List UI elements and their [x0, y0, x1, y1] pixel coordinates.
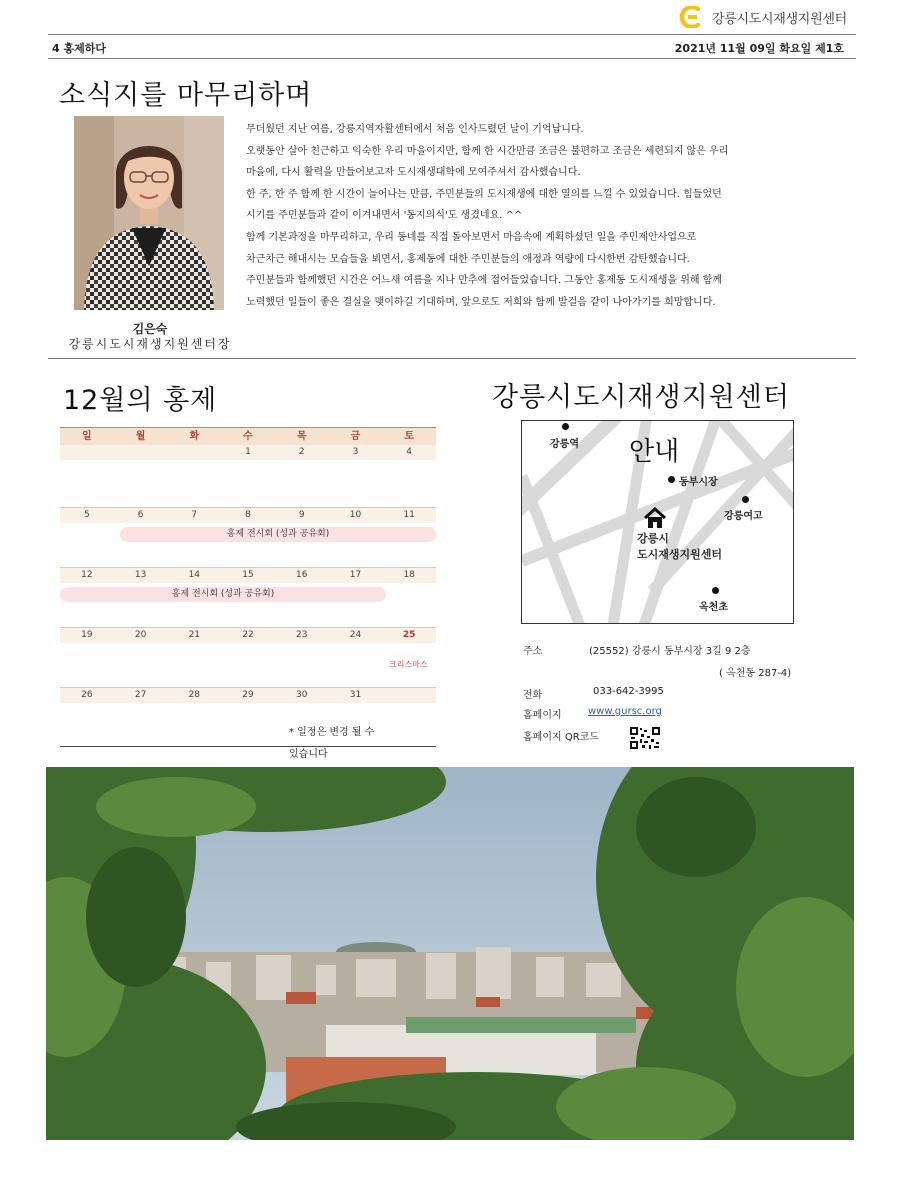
day-cell: 2 — [298, 447, 305, 457]
day-cell: 30 — [296, 690, 308, 700]
day-cell: 24 — [349, 630, 362, 640]
school-marker-icon — [742, 496, 749, 503]
map-label-center-2: 도시재생지원센터 — [637, 548, 723, 561]
map-label-market: 동부시장 — [679, 477, 718, 488]
weekday-label: 월 — [135, 431, 146, 442]
day-cell: 26 — [81, 690, 93, 700]
calendar-week — [60, 687, 436, 707]
closing-paragraph: 주민분들과 함께했던 시간은 어느새 여름을 지나 만추에 접어들었습니다. 그동안 홍제동 도시재생을 위해 함께 — [246, 275, 723, 287]
homepage-label: 홈페이지 — [523, 710, 562, 721]
closing-message — [246, 119, 846, 313]
center-contact-info — [523, 642, 823, 752]
day-cell: 19 — [81, 630, 93, 640]
day-cell: 5 — [83, 510, 90, 520]
day-cell: 10 — [349, 510, 362, 520]
neighborhood-photo — [46, 767, 854, 1140]
day-cell: 8 — [245, 510, 251, 520]
weekday-label: 화 — [189, 431, 200, 442]
day-cell: 7 — [191, 510, 198, 520]
closing-paragraph: 마을에, 다시 활력을 만들어보고자 도시재생대학에 모여주셔서 감사했습니다. — [246, 167, 581, 179]
december-calendar — [60, 427, 436, 707]
day-cell: 1 — [245, 447, 251, 457]
closing-paragraph: 함께 기본과정을 마무리하고, 우리 동네를 직접 돌아보면서 마음속에 계획하셨던 일을 주민제안사업으로 — [246, 231, 697, 243]
event-exhibition[interactable]: 홍제 전시회 (성과 공유회) — [120, 527, 436, 542]
map-label-center-1: 강릉시 — [637, 532, 669, 545]
map-heading: 안내 — [629, 437, 680, 467]
day-cell — [60, 445, 114, 460]
station-marker-icon — [562, 423, 569, 430]
address-label: 주소 — [523, 646, 543, 657]
calendar-note — [289, 722, 409, 766]
event-exhibition[interactable]: 홍제 전시회 (성과 공유회) — [60, 587, 386, 602]
closing-paragraph: 차근차근 해내시는 모습들을 뵈면서, 홍제동에 대한 주민분들의 애정과 역량에 다시한번 감탄했습니다. — [246, 253, 690, 265]
org-name: 강릉시도시재생지원센터 — [712, 11, 847, 27]
section-divider — [48, 358, 856, 359]
day-cell: 16 — [296, 570, 308, 580]
day-cell: 14 — [188, 570, 201, 580]
calendar-note-line: * 일정은 변경 될 수 — [289, 727, 375, 738]
day-cell: 22 — [242, 630, 254, 640]
qr-label: 홈페이지 QR코드 — [523, 732, 599, 743]
logo-mark-icon — [676, 6, 706, 28]
day-cell: 4 — [406, 447, 413, 457]
address-value: (25552) 강릉시 동부시장 3길 9 2층 — [589, 646, 751, 657]
location-map — [521, 420, 794, 624]
weekday-label: 금 — [350, 431, 361, 442]
phone-label: 전화 — [523, 690, 543, 701]
calendar-week — [60, 507, 436, 567]
day-cell: 3 — [352, 447, 359, 457]
weekday-label: 토 — [404, 431, 414, 442]
calendar-week — [60, 567, 436, 627]
closing-paragraph: 무더웠던 지난 여름, 강릉지역자활센터에서 처음 인사드렸던 날이 기억납니다. — [246, 124, 584, 135]
day-cell-holiday: 25 — [402, 630, 416, 640]
day-cell: 28 — [188, 690, 201, 700]
director-photo — [74, 116, 224, 310]
day-cell: 15 — [242, 570, 254, 580]
weekday-label: 수 — [243, 431, 253, 442]
weekday-label: 일 — [82, 431, 92, 442]
home-icon — [643, 507, 667, 529]
calendar-bottom-rule — [60, 746, 436, 747]
closing-paragraph: 노력했던 일들이 좋은 결실을 맺이하길 기대하며, 앞으로도 저희와 함께 발걸음 같이 나아가기를 희망합니다. — [246, 296, 716, 308]
day-cell: 18 — [403, 570, 415, 580]
day-cell: 6 — [137, 510, 144, 520]
day-cell: 11 — [403, 510, 415, 520]
day-cell: 21 — [188, 630, 201, 640]
phone-value: 033-642-3995 — [593, 686, 664, 697]
day-cell: 17 — [349, 570, 362, 580]
closing-paragraph: 시기를 주민분들과 같이 이겨내면서 '동지의식'도 생겼네요. ^^ — [246, 210, 523, 222]
issue-date: 2021년 11월 09일 화요일 제1호 — [674, 42, 844, 55]
calendar-note-line: 있습니다 — [289, 749, 328, 760]
header-rule-top — [48, 34, 856, 35]
section-label: 4 홍제하다 — [52, 42, 106, 55]
day-cell: 13 — [134, 570, 147, 580]
director-role: 강릉시도시재생지원센터장 — [68, 337, 232, 351]
day-cell: 12 — [81, 570, 93, 580]
day-cell: 20 — [134, 630, 147, 640]
day-cell: 27 — [134, 690, 147, 700]
address-sub: ( 옥천동 287-4) — [719, 668, 792, 679]
map-label-school: 강릉여고 — [724, 511, 763, 522]
closing-paragraph: 오랫동안 살아 친근하고 익숙한 우리 마을이지만, 함께 한 시간만큼 조금은 불편하고 조금은 세련되지 않은 우리 — [246, 145, 729, 157]
day-cell: 9 — [298, 510, 305, 520]
homepage-link[interactable]: www.gursc.org — [588, 706, 662, 717]
day-cell: 23 — [296, 630, 308, 640]
market-marker-icon — [668, 476, 675, 483]
director-name: 김은숙 — [132, 322, 168, 336]
calendar-title: 12월의 홍제 — [63, 385, 218, 416]
map-label-station: 강릉역 — [550, 439, 579, 450]
map-label-okcheon: 옥천초 — [699, 602, 728, 613]
day-cell: 29 — [242, 690, 254, 700]
weekday-label: 목 — [296, 431, 307, 442]
header-rule-bottom — [48, 58, 856, 59]
day-cell — [382, 688, 436, 703]
org-logo — [676, 5, 856, 29]
day-cell: 31 — [349, 690, 362, 700]
calendar-week — [60, 627, 436, 687]
closing-paragraph: 한 주, 한 주 함께 한 시간이 늘어나는 만큼, 주민분들의 도시재생에 대한 열의를 느낄 수 있었습니다. 힘들었던 — [246, 188, 722, 200]
holiday-label: 크리스마스 — [389, 660, 428, 669]
center-title: 강릉시도시재생지원센터 — [492, 382, 790, 413]
day-cell — [114, 445, 168, 460]
qr-code-icon[interactable] — [629, 726, 661, 750]
okcheon-marker-icon — [712, 587, 719, 594]
closing-title: 소식지를 마무리하며 — [59, 80, 313, 111]
day-cell — [167, 445, 221, 460]
weekday-header — [60, 427, 436, 445]
calendar-week — [60, 445, 436, 507]
